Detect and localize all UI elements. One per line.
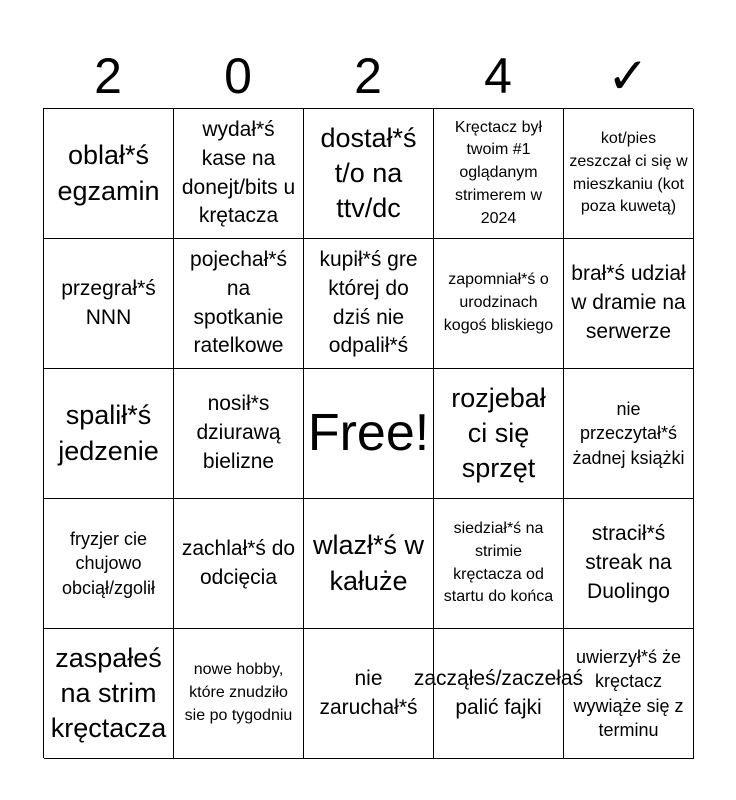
- header-letter-4: 4: [484, 48, 512, 104]
- free-space-cell[interactable]: Free!: [304, 369, 434, 499]
- bingo-cell[interactable]: nosił*s dziurawą bielizne: [174, 369, 304, 499]
- header-letter-3: 2: [354, 48, 382, 104]
- bingo-cell[interactable]: pojechał*ś na spotkanie ratelkowe: [174, 239, 304, 369]
- bingo-cell[interactable]: stracił*ś streak na Duolingo: [564, 499, 694, 629]
- bingo-cell[interactable]: zachlał*ś do odcięcia: [174, 499, 304, 629]
- bingo-cell[interactable]: wlazł*ś w kałuże: [304, 499, 434, 629]
- bingo-cell[interactable]: zacząłeś/zaczełaś palić fajki: [434, 629, 564, 759]
- bingo-cell[interactable]: kupił*ś gre której do dziś nie odpalił*ś: [304, 239, 434, 369]
- bingo-cell[interactable]: Kręctacz był twoim #1 oglądanym strimerem w 2024: [434, 109, 564, 239]
- bingo-cell[interactable]: nie przeczytał*ś żadnej książki: [564, 369, 694, 499]
- bingo-cell[interactable]: przegrał*ś NNN: [44, 239, 174, 369]
- bingo-cell[interactable]: dostał*ś t/o na ttv/dc: [304, 109, 434, 239]
- bingo-cell[interactable]: brał*ś udział w dramie na serwerze: [564, 239, 694, 369]
- bingo-header: [43, 44, 693, 108]
- bingo-cell[interactable]: spalił*ś jedzenie: [44, 369, 174, 499]
- bingo-cell[interactable]: rozjebał ci się sprzęt: [434, 369, 564, 499]
- header-letter-2: 0: [224, 48, 252, 104]
- bingo-cell[interactable]: kot/pies zeszczał ci się w mieszkaniu (kot poza kuwetą): [564, 109, 694, 239]
- bingo-board: [43, 108, 693, 758]
- bingo-cell[interactable]: wydał*ś kase na donejt/bits u krętacza: [174, 109, 304, 239]
- bingo-cell[interactable]: zaspałeś na strim kręctacza: [44, 629, 174, 759]
- bingo-cell[interactable]: siedział*ś na strimie kręctacza od startu do końca: [434, 499, 564, 629]
- bingo-cell[interactable]: nowe hobby, które znudziło sie po tygodniu: [174, 629, 304, 759]
- header-checkmark: ✓: [607, 48, 649, 104]
- bingo-cell[interactable]: nie zaruchał*ś: [304, 629, 434, 759]
- bingo-cell[interactable]: oblał*ś egzamin: [44, 109, 174, 239]
- bingo-cell[interactable]: zapomniał*ś o urodzinach kogoś bliskiego: [434, 239, 564, 369]
- bingo-cell[interactable]: uwierzył*ś że kręctacz wywiąże się z terminu: [564, 629, 694, 759]
- bingo-cell[interactable]: fryzjer cie chujowo obciął/zgolił: [44, 499, 174, 629]
- header-letter-1: 2: [94, 48, 122, 104]
